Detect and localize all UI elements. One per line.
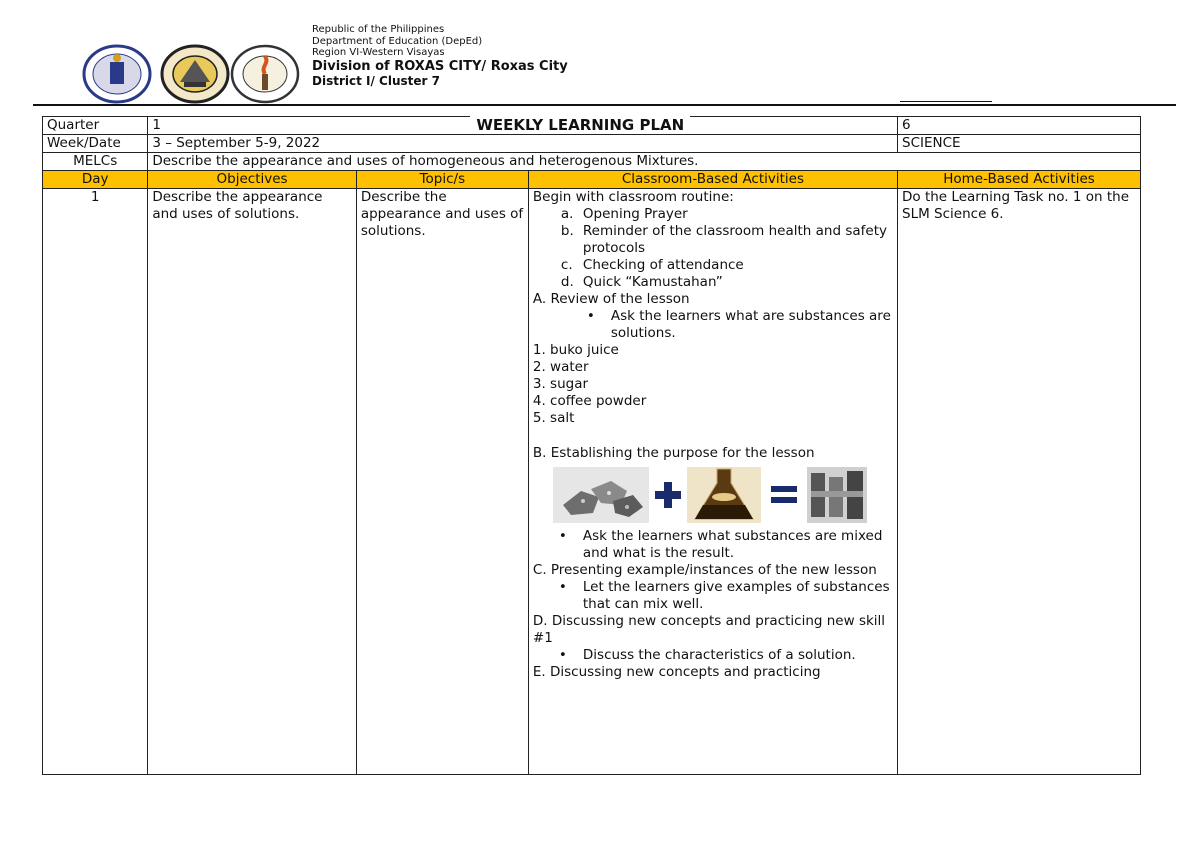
grade-value: 6 [898,117,1141,135]
list-item: 1. buko juice [532,342,619,358]
metal-pieces-image [553,467,649,523]
quarter-row [43,117,1141,135]
section-d-title: D. Discussing new concepts and practicing new skill #1 [532,613,886,646]
letterhead-line2: Department of Education (DepEd) [312,35,483,47]
week-row [43,135,1141,153]
bullet-icon: • [586,308,595,324]
page-title: WEEKLY LEARNING PLAN [470,116,690,134]
section-d-bullet: • Discuss the characteristics of a solution. [558,647,856,663]
section-b-title: B. Establishing the purpose for the lesson [532,445,815,461]
col-classroom-activities: Classroom-Based Activities [528,171,897,189]
weekly-learning-plan-table [42,116,1141,775]
routine-item: c. Checking of attendance [560,257,744,273]
plus-icon [655,482,681,508]
letterhead-line4: Division of ROXAS CITY/ Roxas City [312,58,568,74]
col-day: Day [43,171,148,189]
section-e-title: E. Discussing new concepts and practicing [532,664,821,680]
melcs-row [43,153,1141,171]
subject-value: SCIENCE [898,135,1141,153]
routine-intro: Begin with classroom routine: [532,189,734,205]
deped-seal-icon [82,44,152,104]
table-row [43,189,1141,775]
equals-icon [771,486,797,504]
topics-cell: Describe the appearance and uses of solutions. [356,189,528,775]
list-item: 4. coffee powder [532,393,647,409]
bullet-icon: • [558,528,567,544]
week-value: 3 – September 5-9, 2022 [148,135,898,153]
home-activities-cell: Do the Learning Task no. 1 on the SLM Science 6. [898,189,1141,775]
day-cell: 1 [43,189,148,775]
week-label: Week/Date [43,135,148,153]
letterhead-line1: Republic of the Philippines [312,24,445,35]
section-c-title: C. Presenting example/instances of the new lesson [532,562,877,578]
section-a-bullet: • Ask the learners what are substances are solutions. [586,308,891,341]
melcs-label: MELCs [43,153,148,171]
mixture-illustration [533,462,893,528]
header-rule [33,104,1176,106]
letterhead-line5: District I/ Cluster 7 [312,73,440,88]
col-topics: Topic/s [356,171,528,189]
bullet-icon: • [558,647,567,663]
header-short-rule [900,101,992,102]
section-b-bullet: • Ask the learners what substances are mixed and what is the result. [558,528,883,561]
school-seal-icon [230,44,300,104]
melcs-text: Describe the appearance and uses of homogeneous and heterogenous Mixtures. [152,153,699,169]
routine-item: d. Quick “Kamustahan” [560,274,723,290]
flask-liquid-image [687,467,761,523]
quarter-value-cell [148,117,898,135]
letterhead-text [312,24,568,88]
routine-item: a. Opening Prayer [560,206,688,222]
list-item: 3. sugar [532,376,589,392]
routine-item: b. Reminder of the classroom health and safety protocols [560,223,887,256]
list-item: 2. water [532,359,589,375]
objectives-cell: Describe the appearance and uses of solutions. [148,189,357,775]
section-c-bullet: • Let the learners give examples of substances that can mix well. [558,579,890,612]
letterhead [0,0,1200,110]
melcs-value [148,153,1141,171]
quarter-value: 1 [152,117,161,133]
quarter-label: Quarter [43,117,148,135]
list-item: 5. salt [532,410,575,426]
classroom-activities-cell [528,189,897,775]
division-seal-icon [160,44,230,104]
column-header-row [43,171,1141,189]
bullet-icon: • [558,579,567,595]
col-objectives: Objectives [148,171,357,189]
col-home-activities: Home-Based Activities [898,171,1141,189]
section-a-title: A. Review of the lesson [532,291,690,307]
steel-beams-image [807,467,867,523]
letterhead-line3: Region VI-Western Visayas [312,47,445,58]
